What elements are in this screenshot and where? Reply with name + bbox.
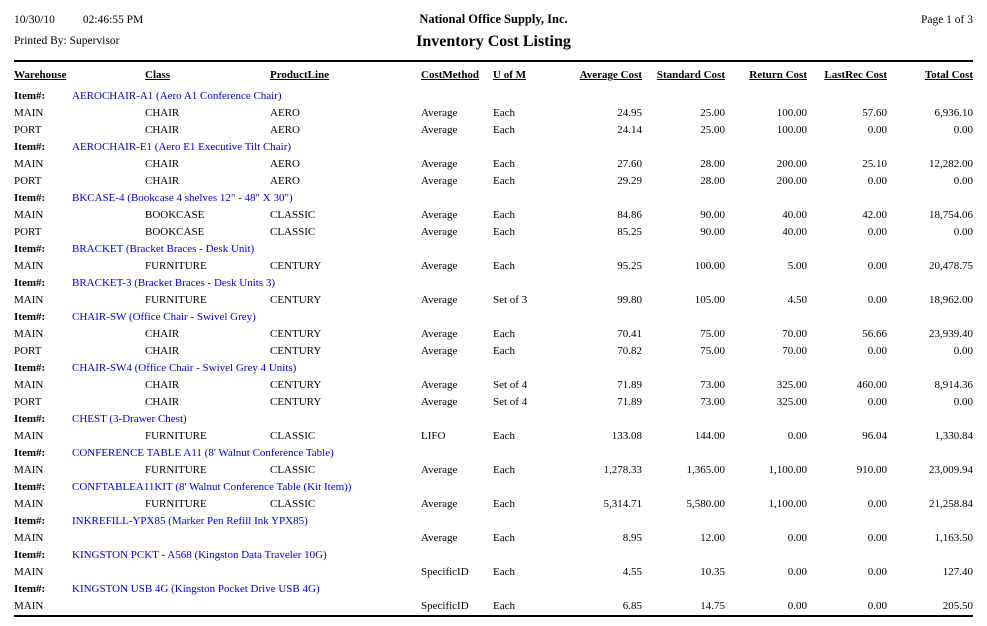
return-cost-cell: 5.00 (787, 259, 807, 272)
product-line-cell: CENTURY (270, 259, 322, 272)
return-cost-cell: 325.00 (776, 395, 807, 408)
uom-cell: Set of 4 (493, 378, 528, 391)
last-rec-cost-cell: 56.66 (862, 327, 887, 340)
warehouse-cell: MAIN (14, 599, 44, 612)
class-cell: FURNITURE (145, 497, 207, 510)
cost-method-cell: LIFO (421, 429, 446, 442)
warehouse-cell: PORT (14, 174, 42, 187)
uom-cell: Each (493, 259, 515, 272)
column-header-row (14, 67, 973, 87)
item-header-cell (14, 512, 973, 529)
class-cell: FURNITURE (145, 429, 207, 442)
warehouse-data-row (14, 325, 973, 342)
class-cell: CHAIR (145, 157, 180, 170)
total-cost-cell: 18,962.00 (929, 293, 973, 306)
average-cost-cell: 95.25 (617, 259, 642, 272)
standard-cost-cell: 73.00 (700, 378, 725, 391)
item-header-row (14, 546, 973, 563)
column-header-u-of-m: U of M (493, 69, 526, 81)
average-cost-cell: 85.25 (617, 225, 642, 238)
standard-cost-cell: 100.00 (694, 259, 725, 272)
cost-method-cell: Average (421, 463, 458, 476)
item-header-row (14, 410, 973, 427)
return-cost-cell: 1,100.00 (768, 497, 807, 510)
item-header-cell (14, 189, 973, 206)
uom-cell: Each (493, 565, 515, 578)
return-cost-cell: 0.00 (787, 531, 807, 544)
return-cost-cell: 325.00 (776, 378, 807, 391)
item-header-cell (14, 308, 973, 325)
total-cost-cell: 0.00 (953, 123, 973, 136)
total-cost-cell: 18,754.06 (929, 208, 973, 221)
item-header-row (14, 189, 973, 206)
warehouse-data-row (14, 342, 973, 359)
item-header-cell (14, 274, 973, 291)
header-divider (14, 60, 973, 62)
total-cost-cell: 1,330.84 (934, 429, 973, 442)
total-cost-cell: 23,939.40 (929, 327, 973, 340)
standard-cost-cell: 144.00 (694, 429, 725, 442)
average-cost-cell: 71.89 (617, 378, 642, 391)
standard-cost-cell: 25.00 (700, 123, 725, 136)
product-line-cell: CLASSIC (270, 497, 316, 510)
cost-method-cell: Average (421, 344, 458, 357)
last-rec-cost-cell: 25.10 (862, 157, 887, 170)
item-link[interactable]: AEROCHAIR-E1 (Aero E1 Executive Tilt Chair) (72, 140, 292, 153)
average-cost-cell: 70.82 (617, 344, 642, 357)
average-cost-cell: 1,278.33 (603, 463, 642, 476)
uom-cell: Each (493, 599, 515, 612)
standard-cost-cell: 1,365.00 (686, 463, 725, 476)
cost-method-cell: Average (421, 395, 458, 408)
standard-cost-cell: 75.00 (700, 344, 725, 357)
total-cost-cell: 21,258.84 (929, 497, 973, 510)
average-cost-cell: 84.86 (617, 208, 642, 221)
total-cost-cell: 0.00 (953, 395, 973, 408)
uom-cell: Each (493, 157, 515, 170)
warehouse-data-row (14, 104, 973, 121)
standard-cost-cell: 25.00 (700, 106, 725, 119)
return-cost-cell: 100.00 (776, 106, 807, 119)
item-link[interactable]: CONFERENCE TABLE A11 (8' Walnut Conference Table) (72, 446, 334, 459)
product-line-cell: CENTURY (270, 344, 322, 357)
standard-cost-cell: 90.00 (700, 225, 725, 238)
printed-by-label: Printed By: Supervisor (14, 35, 120, 47)
warehouse-data-row (14, 121, 973, 138)
warehouse-cell: PORT (14, 225, 42, 238)
warehouse-data-row (14, 223, 973, 240)
class-cell: CHAIR (145, 327, 180, 340)
uom-cell: Each (493, 225, 515, 238)
standard-cost-cell: 14.75 (700, 599, 725, 612)
item-header-row (14, 478, 973, 495)
column-header-total-cost: Total Cost (924, 69, 973, 81)
cost-method-cell: SpecificID (421, 599, 469, 612)
item-link[interactable]: CONFTABLEA11KIT (8' Walnut Conference Table (Kit Item)) (72, 480, 352, 493)
product-line-cell: AERO (270, 106, 300, 119)
standard-cost-cell: 28.00 (700, 157, 725, 170)
warehouse-cell: MAIN (14, 208, 44, 221)
average-cost-cell: 99.80 (617, 293, 642, 306)
last-rec-cost-cell: 57.60 (862, 106, 887, 119)
average-cost-cell: 8.95 (622, 531, 642, 544)
warehouse-data-row (14, 155, 973, 172)
total-cost-cell: 8,914.36 (934, 378, 973, 391)
total-cost-cell: 23,009.94 (929, 463, 973, 476)
warehouse-cell: PORT (14, 344, 42, 357)
last-rec-cost-cell: 0.00 (867, 344, 887, 357)
uom-cell: Each (493, 429, 515, 442)
item-number-label: Item#: (14, 191, 46, 204)
product-line-cell: CENTURY (270, 378, 322, 391)
item-header-row (14, 359, 973, 376)
total-cost-cell: 1,163.50 (934, 531, 973, 544)
warehouse-data-row (14, 291, 973, 308)
product-line-cell (270, 597, 421, 614)
standard-cost-cell: 5,580.00 (686, 497, 725, 510)
warehouse-cell: MAIN (14, 259, 44, 272)
average-cost-cell: 24.95 (617, 106, 642, 119)
uom-cell: Set of 4 (493, 395, 528, 408)
item-header-row (14, 308, 973, 325)
warehouse-data-row (14, 461, 973, 478)
column-header-average-cost: Average Cost (579, 69, 642, 81)
product-line-cell: CLASSIC (270, 208, 316, 221)
item-number-label: Item#: (14, 242, 46, 255)
item-number-label: Item#: (14, 89, 46, 102)
class-cell (145, 597, 270, 614)
item-number-label: Item#: (14, 412, 46, 425)
item-link[interactable]: BRACKET-3 (Bracket Braces - Desk Units 3) (72, 276, 276, 289)
standard-cost-cell: 10.35 (700, 565, 725, 578)
class-cell: FURNITURE (145, 259, 207, 272)
product-line-cell: CENTURY (270, 395, 322, 408)
column-header-warehouse: Warehouse (14, 69, 67, 81)
column-header-costmethod: CostMethod (421, 69, 480, 81)
return-cost-cell: 0.00 (787, 565, 807, 578)
item-number-label: Item#: (14, 446, 46, 459)
class-cell: CHAIR (145, 174, 180, 187)
last-rec-cost-cell: 0.00 (867, 395, 887, 408)
average-cost-cell: 27.60 (617, 157, 642, 170)
warehouse-cell: MAIN (14, 429, 44, 442)
return-cost-cell: 100.00 (776, 123, 807, 136)
last-rec-cost-cell: 0.00 (867, 225, 887, 238)
uom-cell: Each (493, 327, 515, 340)
warehouse-data-row (14, 172, 973, 189)
standard-cost-cell: 28.00 (700, 174, 725, 187)
product-line-cell: CLASSIC (270, 429, 316, 442)
average-cost-cell: 5,314.71 (603, 497, 642, 510)
warehouse-cell: PORT (14, 395, 42, 408)
cost-method-cell: Average (421, 106, 458, 119)
total-cost-cell: 20,478.75 (929, 259, 973, 272)
item-header-cell (14, 410, 973, 427)
uom-cell: Each (493, 463, 515, 476)
cost-method-cell: Average (421, 497, 458, 510)
average-cost-cell: 70.41 (617, 327, 642, 340)
total-cost-cell: 6,936.10 (934, 106, 973, 119)
last-rec-cost-cell: 0.00 (867, 174, 887, 187)
item-header-row (14, 512, 973, 529)
return-cost-cell: 200.00 (776, 157, 807, 170)
last-rec-cost-cell: 0.00 (867, 293, 887, 306)
product-line-cell: AERO (270, 123, 300, 136)
cost-method-cell: Average (421, 225, 458, 238)
return-cost-cell: 40.00 (782, 225, 807, 238)
warehouse-data-row (14, 376, 973, 393)
class-cell: CHAIR (145, 378, 180, 391)
class-cell: CHAIR (145, 344, 180, 357)
report-title: Inventory Cost Listing (416, 33, 571, 50)
cost-method-cell: Average (421, 157, 458, 170)
average-cost-cell: 71.89 (617, 395, 642, 408)
total-cost-cell: 12,282.00 (929, 157, 973, 170)
item-header-cell (14, 359, 973, 376)
last-rec-cost-cell: 0.00 (867, 123, 887, 136)
product-line-cell: CENTURY (270, 293, 322, 306)
last-rec-cost-cell: 0.00 (867, 565, 887, 578)
return-cost-cell: 70.00 (782, 344, 807, 357)
class-cell: FURNITURE (145, 293, 207, 306)
last-rec-cost-cell: 0.00 (867, 259, 887, 272)
class-cell (145, 563, 270, 580)
warehouse-data-row (14, 529, 973, 546)
average-cost-cell: 29.29 (617, 174, 642, 187)
total-cost-cell: 0.00 (953, 344, 973, 357)
standard-cost-cell: 90.00 (700, 208, 725, 221)
column-header-standard-cost: Standard Cost (656, 69, 725, 81)
product-line-cell (270, 529, 421, 546)
product-line-cell (270, 563, 421, 580)
warehouse-data-row (14, 393, 973, 410)
total-cost-cell: 0.00 (953, 174, 973, 187)
item-number-label: Item#: (14, 310, 46, 323)
warehouse-cell: MAIN (14, 565, 44, 578)
item-header-row (14, 138, 973, 155)
warehouse-cell: MAIN (14, 463, 44, 476)
product-line-cell: CLASSIC (270, 463, 316, 476)
average-cost-cell: 6.85 (622, 599, 642, 612)
standard-cost-cell: 73.00 (700, 395, 725, 408)
class-cell: BOOKCASE (145, 225, 205, 238)
item-link[interactable]: AEROCHAIR-A1 (Aero A1 Conference Chair) (72, 89, 282, 102)
item-header-row (14, 580, 973, 597)
product-line-cell: CLASSIC (270, 225, 316, 238)
last-rec-cost-cell: 42.00 (862, 208, 887, 221)
item-number-label: Item#: (14, 480, 46, 493)
class-cell: BOOKCASE (145, 208, 205, 221)
total-cost-cell: 0.00 (953, 225, 973, 238)
uom-cell: Each (493, 174, 515, 187)
last-rec-cost-cell: 910.00 (856, 463, 887, 476)
report-header (14, 12, 973, 51)
class-cell: CHAIR (145, 395, 180, 408)
column-header-class: Class (145, 69, 171, 81)
item-header-cell (14, 138, 973, 155)
standard-cost-cell: 105.00 (694, 293, 725, 306)
date-time-line (14, 12, 416, 28)
item-number-label: Item#: (14, 514, 46, 527)
item-header-row (14, 240, 973, 257)
class-cell (145, 529, 270, 546)
warehouse-data-row (14, 206, 973, 223)
average-cost-cell: 24.14 (617, 123, 642, 136)
cost-method-cell: Average (421, 378, 458, 391)
last-rec-cost-cell: 0.00 (867, 531, 887, 544)
item-link[interactable]: CHEST (3-Drawer Chest) (72, 412, 187, 425)
warehouse-data-row (14, 563, 973, 580)
last-rec-cost-cell: 0.00 (867, 497, 887, 510)
product-line-cell: AERO (270, 174, 300, 187)
item-link[interactable]: BRACKET (Bracket Braces - Desk Unit) (72, 242, 255, 255)
cost-method-cell: Average (421, 174, 458, 187)
item-number-label: Item#: (14, 582, 46, 595)
page-indicator: Page 1 of 3 (920, 14, 973, 26)
item-link[interactable]: INKREFILL-YPX85 (Marker Pen Refill Ink YPX85) (72, 514, 308, 527)
uom-cell: Each (493, 208, 515, 221)
warehouse-cell: MAIN (14, 327, 44, 340)
item-link[interactable]: KINGSTON PCKT - A568 (Kingston Data Traveler 10G) (72, 548, 327, 561)
item-header-row (14, 87, 973, 104)
total-cost-cell: 127.40 (942, 565, 973, 578)
item-number-label: Item#: (14, 276, 46, 289)
item-link[interactable]: KINGSTON USB 4G (Kingston Pocket Drive USB 4G) (72, 582, 320, 595)
last-rec-cost-cell: 0.00 (867, 599, 887, 612)
total-cost-cell: 205.50 (942, 599, 973, 612)
item-header-cell (14, 87, 973, 104)
item-header-cell (14, 240, 973, 257)
warehouse-cell: MAIN (14, 531, 44, 544)
cost-method-cell: Average (421, 293, 458, 306)
column-header-return-cost: Return Cost (749, 69, 807, 81)
warehouse-cell: MAIN (14, 293, 44, 306)
report-date: 10/30/10 (14, 14, 55, 26)
header-left (14, 12, 416, 49)
average-cost-cell: 133.08 (611, 429, 642, 442)
return-cost-cell: 0.00 (787, 599, 807, 612)
warehouse-data-row (14, 597, 973, 614)
inventory-table (14, 67, 973, 614)
standard-cost-cell: 12.00 (700, 531, 725, 544)
item-header-cell (14, 444, 973, 461)
header-center (416, 12, 571, 51)
average-cost-cell: 4.55 (622, 565, 642, 578)
warehouse-cell: MAIN (14, 378, 44, 391)
class-cell: CHAIR (145, 123, 180, 136)
uom-cell: Each (493, 123, 515, 136)
cost-method-cell: Average (421, 327, 458, 340)
item-header-row (14, 274, 973, 291)
return-cost-cell: 0.00 (787, 429, 807, 442)
warehouse-cell: MAIN (14, 106, 44, 119)
warehouse-cell: PORT (14, 123, 42, 136)
last-rec-cost-cell: 460.00 (856, 378, 887, 391)
standard-cost-cell: 75.00 (700, 327, 725, 340)
uom-cell: Each (493, 531, 515, 544)
uom-cell: Each (493, 106, 515, 119)
class-cell: CHAIR (145, 106, 180, 119)
warehouse-data-row (14, 257, 973, 274)
return-cost-cell: 200.00 (776, 174, 807, 187)
return-cost-cell: 40.00 (782, 208, 807, 221)
warehouse-data-row (14, 427, 973, 444)
warehouse-cell: MAIN (14, 157, 44, 170)
cost-method-cell: Average (421, 208, 458, 221)
uom-cell: Each (493, 344, 515, 357)
return-cost-cell: 4.50 (787, 293, 807, 306)
warehouse-data-row (14, 495, 973, 512)
column-header-productline: ProductLine (270, 69, 330, 81)
company-name: National Office Supply, Inc. (419, 12, 568, 26)
item-link[interactable]: CHAIR-SW4 (Office Chair - Swivel Grey 4 Units) (72, 361, 297, 374)
item-header-cell (14, 546, 973, 563)
column-header-lastrec-cost: LastRec Cost (824, 69, 887, 81)
cost-method-cell: Average (421, 259, 458, 272)
cost-method-cell: Average (421, 531, 458, 544)
item-number-label: Item#: (14, 361, 46, 374)
cost-method-cell: Average (421, 123, 458, 136)
footer-divider (14, 615, 973, 617)
return-cost-cell: 1,100.00 (768, 463, 807, 476)
item-number-label: Item#: (14, 548, 46, 561)
last-rec-cost-cell: 96.04 (862, 429, 887, 442)
item-number-label: Item#: (14, 140, 46, 153)
product-line-cell: AERO (270, 157, 300, 170)
uom-cell: Each (493, 497, 515, 510)
class-cell: FURNITURE (145, 463, 207, 476)
return-cost-cell: 70.00 (782, 327, 807, 340)
warehouse-cell: MAIN (14, 497, 44, 510)
report-time: 02:46:55 PM (82, 14, 144, 26)
item-link[interactable]: BKCASE-4 (Bookcase 4 shelves 12" - 48" X 30") (72, 191, 293, 204)
uom-cell: Set of 3 (493, 293, 528, 306)
item-header-cell (14, 580, 973, 597)
product-line-cell: CENTURY (270, 327, 322, 340)
item-link[interactable]: CHAIR-SW (Office Chair - Swivel Grey) (72, 310, 256, 323)
item-header-cell (14, 478, 973, 495)
cost-method-cell: SpecificID (421, 565, 469, 578)
item-header-row (14, 444, 973, 461)
